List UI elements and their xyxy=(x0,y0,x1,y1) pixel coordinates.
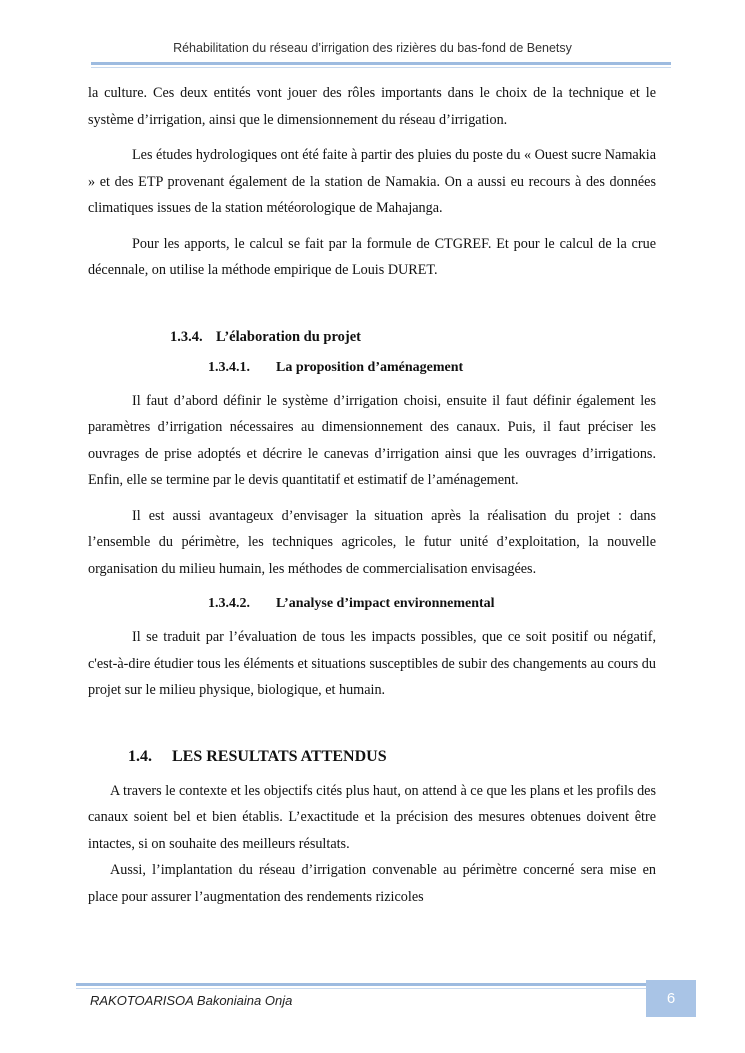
page-number-badge xyxy=(646,980,696,1017)
section-title: La proposition d’aménagement xyxy=(276,359,464,375)
page-body xyxy=(88,80,656,910)
footer-rule xyxy=(76,983,646,986)
section-title: LES RESULTATS ATTENDUS xyxy=(172,747,387,765)
paragraph: A travers le contexte et les objectifs cités plus haut, on attend à ce que les plans et les profils des canaux soient bel et bien établis. L’exactitude et la précision des mesures obtenues doivent être intactes, si on souhaite des meilleurs résultats. xyxy=(88,782,656,852)
paragraph: Aussi, l’implantation du réseau d’irrigation convenable au périmètre concerné sera mise en place pour assurer l’augmentation des rendements rizicoles xyxy=(88,862,656,905)
footer-rule-thin xyxy=(76,988,646,989)
section-heading-1-4 xyxy=(128,744,656,770)
paragraph: Pour les apports, le calcul se fait par la formule de CTGREF. Et pour le calcul de la crue décennale, on utilise la méthode empirique de Louis DURET. xyxy=(88,235,656,278)
section-number: 1.3.4.1. xyxy=(208,359,250,375)
section-heading-1-3-4-2 xyxy=(208,591,656,617)
paragraph: Il se traduit par l’évaluation de tous les impacts possibles, que ce soit positif ou négatif, c'est-à-dire étudier tous les éléments et situations susceptibles de subir des changements au cours du projet sur le milieu physique, biologique, et humain. xyxy=(88,629,656,698)
section-heading-1-3-4-1 xyxy=(208,355,656,381)
section-number: 1.3.4.2. xyxy=(208,596,250,611)
header-rule-thin xyxy=(91,67,671,68)
header-rule xyxy=(91,62,671,65)
footer-author: RAKOTOARISOA Bakoniaina Onja xyxy=(90,993,293,1008)
paragraph: Les études hydrologiques ont été faite à partir des pluies du poste du « Ouest sucre Namakia » et des ETP provenant également de la station de Namakia. On a aussi eu recours à des données climatiques issues de la station météorologique de Mahajanga. xyxy=(88,147,657,216)
paragraph: la culture. Ces deux entités vont jouer des rôles importants dans le choix de la technique et le système d’irrigation, ainsi que le dimensionnement du réseau d’irrigation. xyxy=(88,85,656,128)
section-title: L’analyse d’impact environnemental xyxy=(276,596,495,611)
page-number: 6 xyxy=(666,990,676,1007)
running-header: Réhabilitation du réseau d’irrigation des rizières du bas-fond de Benetsy xyxy=(173,41,572,55)
section-heading-1-3-4 xyxy=(170,324,656,350)
section-title: L’élaboration du projet xyxy=(216,328,362,345)
section-number: 1.3.4. xyxy=(170,328,203,345)
section-number: 1.4. xyxy=(128,747,152,765)
paragraph: Il est aussi avantageux d’envisager la situation après la réalisation du projet : dans l’ensemble du périmètre, les techniques agricoles, le futur unité d’exploitation, la nouvelle organisation du milieu humain, les méthodes de commercialisation envisagées. xyxy=(88,507,656,577)
paragraph: Il faut d’abord définir le système d’irrigation choisi, ensuite il faut définir également les paramètres d’irrigation nécessaires au dimensionnement des canaux. Puis, il faut préciser les ouvrages de prise adoptés et décrire le canevas d’irrigation ainsi que les ouvrages d’irrigations. Enfin, elle se termine par le devis quantitatif et estimatif de l’aménagement. xyxy=(88,392,656,488)
